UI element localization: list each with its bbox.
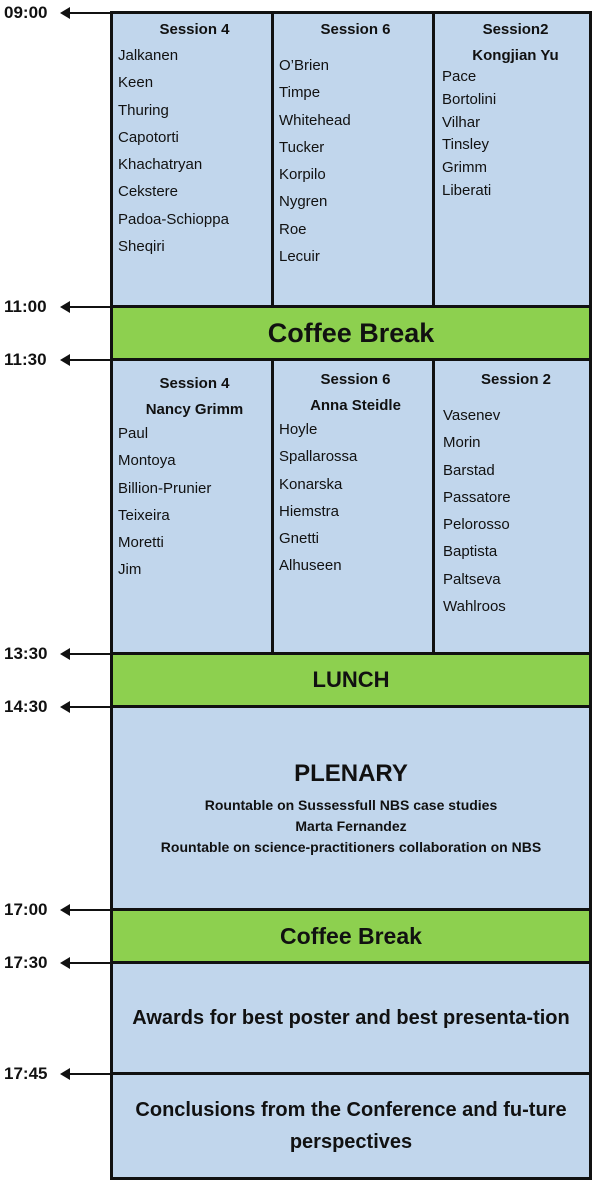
speaker-name: Paltseva	[443, 570, 501, 588]
speaker-name: Hoyle	[279, 421, 318, 438]
speaker-name: Teixeira	[118, 506, 170, 524]
midday-sessions-block	[110, 358, 592, 655]
speaker-list	[118, 42, 271, 260]
speaker-list	[443, 402, 589, 620]
speaker-name: Montoya	[118, 452, 176, 470]
speaker-name: Capotorti	[118, 128, 179, 146]
speaker-name: Spallarossa	[279, 448, 358, 466]
conclusions-block	[110, 1072, 592, 1180]
speaker-name: Moretti	[118, 534, 164, 552]
speaker-list	[442, 66, 589, 203]
speaker-name: Whitehead	[279, 111, 351, 129]
time-arrow-1330	[68, 653, 111, 655]
morning-session-4-column	[113, 14, 271, 305]
lunch-label: LUNCH	[312, 667, 390, 692]
speaker-name: Lecuir	[279, 248, 320, 266]
session-title: Session 4	[159, 21, 230, 38]
time-label-0900: 09:00	[4, 3, 48, 22]
speaker-name: Pelorosso	[443, 516, 510, 534]
coffee-break-2	[110, 908, 592, 964]
speaker-name: Liberati	[442, 181, 492, 199]
speaker-name: Jalkanen	[118, 47, 179, 64]
speaker-name: Morin	[443, 434, 481, 452]
time-arrow-1745	[68, 1073, 111, 1075]
speaker-name: Baptista	[443, 543, 498, 561]
speaker-name: Vasenev	[443, 407, 501, 424]
speaker-name: Billion-Prunier	[118, 479, 212, 497]
plenary-block	[110, 705, 592, 911]
speaker-name: Khachatryan	[118, 156, 203, 174]
speaker-name: Gnetti	[279, 530, 320, 548]
speaker-name: Nygren	[279, 193, 328, 211]
coffee-break-label: Coffee Break	[267, 317, 435, 348]
awards-block	[110, 961, 592, 1075]
speaker-list	[279, 52, 432, 270]
conclusions-text: Conclusions from the Conference and fu-ture perspectives	[135, 1099, 567, 1153]
session-title: Session 2	[480, 371, 552, 388]
speaker-name: Timpe	[279, 84, 321, 102]
speaker-name: Barstad	[443, 461, 495, 479]
time-arrow-1100	[68, 306, 111, 308]
lunch-block	[110, 652, 592, 708]
speaker-name: Konarska	[279, 475, 343, 493]
time-arrow-0900	[68, 12, 111, 14]
awards-text: Awards for best poster and best presenta-tion	[132, 1007, 570, 1029]
time-arrow-1730	[68, 962, 111, 964]
session-title: Session2	[482, 21, 549, 38]
midday-session-2-column	[432, 361, 589, 652]
speaker-name: Bortolini	[442, 90, 497, 108]
time-label-1730: 17:30	[4, 953, 48, 972]
speaker-name: Tucker	[279, 138, 325, 156]
speaker-name: Pace	[442, 68, 477, 85]
speaker-name: Passatore	[443, 488, 511, 506]
speaker-name: Hiemstra	[279, 502, 340, 520]
speaker-name: Paul	[118, 425, 149, 442]
speaker-name: Padoa-Schioppa	[118, 210, 229, 228]
coffee-break-1	[110, 305, 592, 361]
plenary-line: Marta Fernandez	[295, 817, 407, 834]
speaker-name: Alhuseen	[279, 557, 342, 575]
session-chair: Nancy Grimm	[145, 401, 244, 418]
session-title: Session 6	[320, 21, 391, 38]
plenary-title: PLENARY	[294, 759, 408, 787]
speaker-name: Tinsley	[442, 136, 489, 154]
speaker-name: O’Brien	[279, 57, 330, 74]
speaker-name: Roe	[279, 220, 307, 238]
time-label-1700: 17:00	[4, 900, 48, 919]
speaker-name: Cekstere	[118, 183, 179, 201]
speaker-list	[279, 416, 432, 580]
speaker-name: Vilhar	[442, 113, 481, 131]
time-label-1330: 13:30	[4, 644, 48, 663]
time-arrow-1430	[68, 706, 111, 708]
session-chair: Kongjian Yu	[472, 47, 559, 64]
session-chair: Anna Steidle	[310, 397, 401, 414]
time-label-1430: 14:30	[4, 697, 48, 716]
speaker-name: Wahlroos	[443, 598, 506, 616]
speaker-name: Jim	[118, 561, 142, 579]
speaker-name: Grimm	[442, 159, 487, 177]
speaker-name: Keen	[118, 74, 154, 92]
morning-session-6-column	[271, 14, 432, 305]
session-title: Session 6	[320, 371, 391, 388]
plenary-line: Rountable on science-practitioners collaboration on NBS	[160, 838, 542, 855]
time-label-1745: 17:45	[4, 1064, 48, 1083]
speaker-list	[118, 420, 271, 584]
speaker-name: Thuring	[118, 101, 169, 119]
time-label-1100: 11:00	[4, 297, 47, 316]
session-title: Session 4	[159, 375, 230, 392]
speaker-name: Sheqiri	[118, 238, 165, 256]
midday-session-4-column	[113, 361, 271, 652]
coffee-break-label: Coffee Break	[280, 922, 422, 949]
time-label-1130: 11:30	[4, 350, 47, 369]
midday-session-6-column	[271, 361, 432, 652]
morning-sessions-block	[110, 11, 592, 308]
speaker-name: Korpilo	[279, 166, 326, 184]
plenary-line: Rountable on Sussessfull NBS case studies	[204, 796, 498, 813]
time-arrow-1130	[68, 359, 111, 361]
morning-session-2-column	[432, 14, 589, 305]
time-arrow-1700	[68, 909, 111, 911]
